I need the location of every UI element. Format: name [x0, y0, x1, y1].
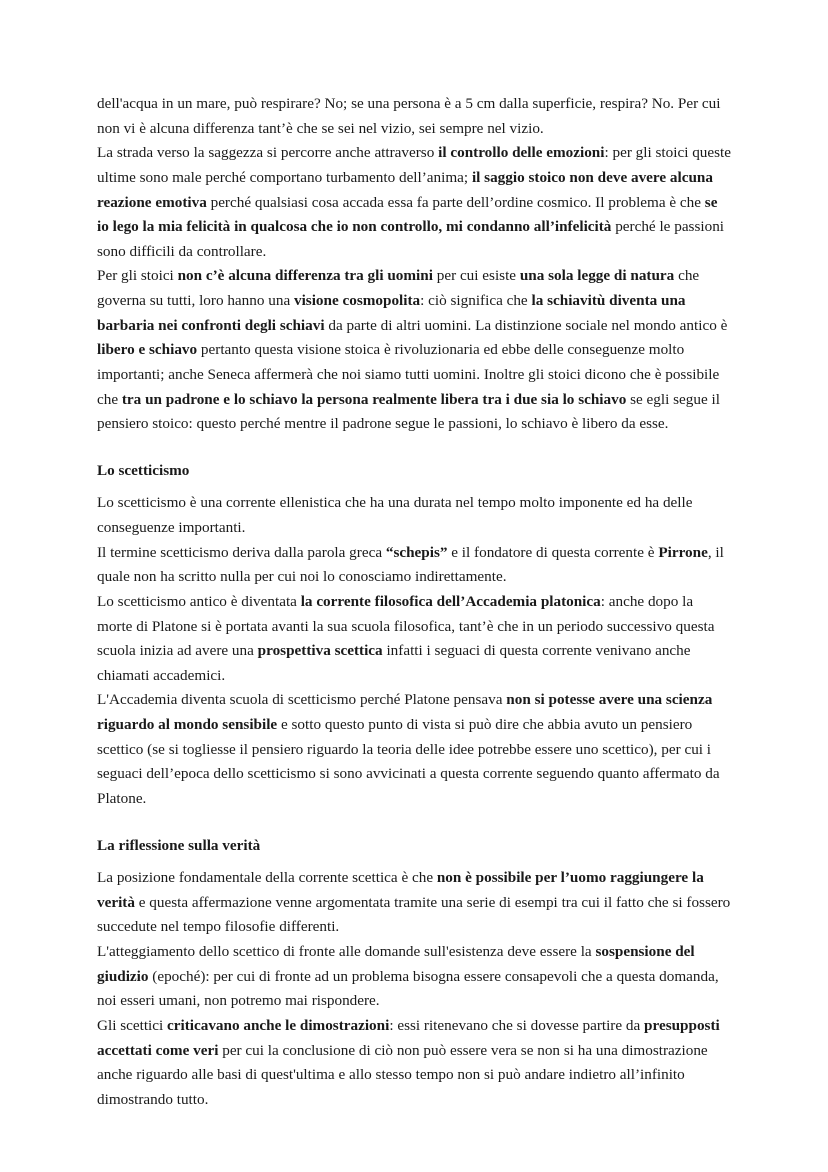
body-text: Lo scetticismo è una corrente ellenistica che ha una durata nel tempo molto imponente ed ha delle conseguenze importanti. [97, 494, 693, 536]
body-text: , il quale non ha scritto nulla per cui noi lo conosciamo indirettamente. [97, 543, 724, 586]
emphasis-text: non c’è alcuna differenza tra gli uomini [177, 267, 433, 285]
emphasis-text: presupposti accettati come veri [97, 1016, 720, 1059]
body-text: L'atteggiamento dello scettico di fronte alle domande sull'esistenza deve essere la [97, 943, 596, 960]
paragraph-spacer [97, 437, 732, 459]
body-text: (epoché): per cui di fronte ad un problema bisogna essere consapevoli che a questa domanda, noi esseri umani, non potremo mai rispondere. [97, 967, 719, 1010]
body-text: : ciò significa che [420, 292, 532, 309]
emphasis-text: una sola legge di natura [519, 267, 675, 285]
body-text: da parte di altri uomini. La distinzione sociale nel mondo antico è [324, 316, 728, 334]
body-text: : essi ritenevano che si dovesse partire da [389, 1016, 645, 1034]
body-text: La posizione fondamentale della corrente scettica è che [97, 869, 437, 887]
emphasis-text: libero e schiavo [97, 341, 198, 359]
body-text: : anche dopo la morte di Platone si è portata avanti la sua scuola filosofica, tant’è che in un periodo successivo questa scuola inizia ad avere una [97, 592, 715, 660]
emphasis-text: prospettiva scettica [257, 642, 383, 660]
body-text: e sotto questo punto di vista si può dire che abbia avuto un pensiero scettico (se si togliesse il pensiero riguardo la teoria delle idee potrebbe essere uno scettico), per cui i seguaci dell’epoca dello scetticismo si sono avvicinati a questa corrente seguendo quanto affermato da Platone. [97, 716, 720, 807]
emphasis-text: il saggio stoico non deve avere alcuna reazione emotiva [97, 168, 713, 211]
body-text: Per gli stoici [97, 267, 178, 285]
emphasis-text: se io lego la mia felicità in qualcosa che io non controllo, mi condanno all’infelicità [97, 193, 718, 236]
body-text: infatti i seguaci di questa corrente venivano anche chiamati accademici. [97, 642, 691, 684]
heading-lo-scetticismo: Lo scetticismo [97, 461, 190, 479]
paragraph-spacer [97, 858, 732, 866]
body-text: dell'acqua in un mare, può respirare? No; se una persona è a 5 cm dalla superficie, respira? No. Per cui non vi è alcuna differenza tant’è che se sei nel vizio, sei sempre nel vizio. [97, 95, 721, 137]
emphasis-text: criticavano anche le dimostrazioni [167, 1016, 390, 1034]
paragraph-verita [97, 866, 732, 1112]
body-text: perché qualsiasi cosa accada essa fa parte dell’ordine cosmico. Il problema è che [206, 193, 705, 211]
emphasis-text: tra un padrone e lo schiavo la persona realmente libera tra i due sia lo schiavo [121, 390, 627, 408]
document-body [97, 92, 732, 1112]
emphasis-text: “schepis” [385, 543, 448, 561]
emphasis-text: la corrente filosofica dell’Accademia platonica [300, 592, 601, 610]
emphasis-text: sospensione del giudizio [97, 943, 695, 985]
paragraph-scetticismo [97, 491, 732, 811]
body-text: che governa su tutti, loro hanno una [97, 267, 700, 309]
body-text: Il termine scetticismo deriva dalla parola greca [97, 543, 386, 561]
body-text: La strada verso la saggezza si percorre anche attraverso [97, 144, 439, 162]
body-text: perché le passioni sono difficili da controllare. [97, 218, 725, 260]
body-text: e questa affermazione venne argomentata tramite una serie di esempi tra cui il fatto che si fossero succedute nel tempo filosofie differenti. [97, 893, 731, 936]
emphasis-text: non è possibile per l’uomo raggiungere la verità [97, 869, 704, 911]
paragraph-spacer [97, 812, 732, 834]
emphasis-text: non si potesse avere una scienza riguardo al mondo sensibile [97, 691, 713, 733]
heading-la-riflessione-sulla-verita: La riflessione sulla verità [97, 836, 261, 854]
emphasis-text: Pirrone [658, 543, 708, 561]
emphasis-text: la schiavitù diventa una barbaria nei confronti degli schiavi [97, 292, 686, 334]
body-text: se egli segue il pensiero stoico: questo perché mentre il padrone segue le passioni, lo schiavo è libero da esse. [97, 390, 720, 433]
body-text: per cui la conclusione di ciò non può essere vera se non si ha una dimostrazione anche riguardo alle basi di quest'ultima e allo stesso tempo non si può andare indietro all’infinito dimostrando tutto. [97, 1041, 708, 1108]
body-text: per cui esiste [432, 267, 520, 285]
emphasis-text: visione cosmopolita [293, 292, 421, 309]
body-text: : per gli stoici queste ultime sono male perché comportano turbamento dell’anima; [97, 144, 732, 186]
paragraph-stoicismo [97, 92, 732, 437]
paragraph-spacer [97, 483, 732, 491]
emphasis-text: il controllo delle emozioni [438, 144, 605, 162]
body-text: L'Accademia diventa scuola di scetticismo perché Platone pensava [97, 691, 507, 709]
body-text: Lo scetticismo antico è diventata [97, 592, 301, 610]
body-text: pertanto questa visione stoica è rivoluzionaria ed ebbe delle conseguenze molto importanti; anche Seneca affermerà che noi siamo tutti uomini. Inoltre gli stoici dicono che è possibile che [97, 341, 720, 408]
body-text: Gli scettici [97, 1016, 168, 1034]
body-text: e il fondatore di questa corrente è [447, 543, 659, 561]
